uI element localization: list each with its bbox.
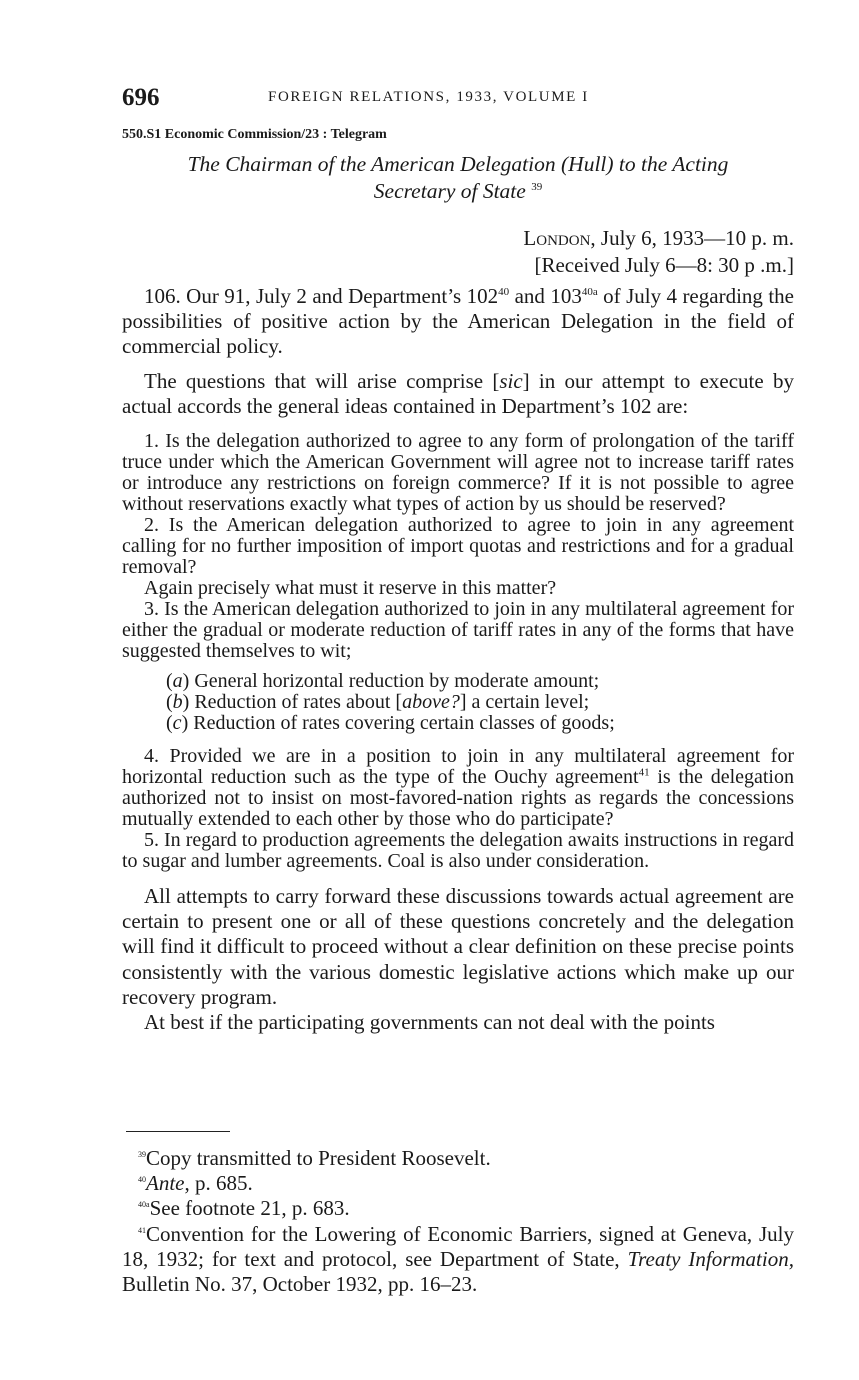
dateline-date: July 6, 1933—10 p. m. <box>600 226 794 250</box>
dateline-received: [Received July 6—8: 30 p .m.] <box>534 253 794 277</box>
footnote-divider <box>126 1131 230 1132</box>
page-header <box>122 84 794 114</box>
footnote-41: $^{41}$Convention for the Lowering of Economic Barriers, signed at Geneva, July 18, 1932; for text and protocol, see Department of State, Treaty Information, Bulletin No. 37, October 1932, pp. 16–23. <box>122 1221 794 1297</box>
footnote-39: $^{39}$Copy transmitted to President Roosevelt. <box>138 1146 491 1170</box>
question-1: 1. Is the delegation authorized to agree to any form of prolongation of the tariff truce under which the American Government will agree not to increase tariff rates or introduce any restrictions on foreign commerce? If it is not possible to agree without reservations exactly what types of action by us should be reserved? <box>122 430 794 516</box>
page-number: 696 <box>122 84 160 111</box>
question-2-reserve: Again precisely what must it reserve in this matter? <box>144 577 557 600</box>
dateline <box>523 225 794 279</box>
telegram-body <box>122 284 794 1035</box>
footnote-ref-40[interactable]: 40 <box>498 286 510 298</box>
footnotes <box>122 1146 794 1297</box>
question-2: 2. Is the American delegation authorized to agree to join in any agreement calling for no further imposition of import quotas and restrictions and for a gradual removal? <box>122 514 794 579</box>
document-title <box>122 151 794 205</box>
question-5: 5. In regard to production agreements the delegation awaits instructions in regard to sugar and lumber agreements. Coal is also under consideration. <box>122 829 794 873</box>
footnote-ref-40a[interactable]: 40a <box>581 286 598 298</box>
footnote-40a: $^{40a}$See footnote 21, p. 683. <box>138 1196 350 1221</box>
question-3-item-c: (c) Reduction of rates covering certain classes of goods; <box>166 712 615 735</box>
dateline-sent <box>523 225 794 252</box>
footnote-40: $^{40}$Ante, p. 685. <box>138 1171 253 1196</box>
dateline-place: London, <box>523 226 596 250</box>
question-3: 3. Is the American delegation authorized to join in any multilateral agreement for either the gradual or moderate reduction of tariff rates in any of the forms that have suggested themselves to wit; <box>122 598 794 663</box>
paragraph-3: All attempts to carry forward these discussions towards actual agreement are certain to present one or all of these questions concretely and the delegation will find it difficult to proceed without a clear definition on these precise points consistently with the various domestic legislative actions which make up our recovery program. <box>122 884 794 1009</box>
paragraph-1: 106. Our 91, July 2 and Department’s $102^{40}$ and $103^{40a}$ of July 4 regarding the possibilities of positive action by the American Delegation in the field of commercial policy. <box>122 284 794 359</box>
paragraph-2: The questions that will arise comprise [sic] in our attempt to execute by actual accords the general ideas contained in Department’s 102 are: <box>122 368 794 418</box>
paragraph-4: At best if the participating governments can not deal with the points <box>144 1010 715 1035</box>
running-title: FOREIGN RELATIONS, 1933, VOLUME I <box>268 89 589 105</box>
footnote-ref-41[interactable]: 41 <box>638 766 650 779</box>
file-number: 550.S1 Economic Commission/23 : Telegram <box>122 127 387 142</box>
question-3-item-a: (a) General horizontal reduction by moderate amount; <box>166 670 600 693</box>
title-line-2: Secretary of State $^{39}$ <box>373 179 543 203</box>
question-3-item-b: (b) Reduction of rates about [above?] a certain level; <box>166 691 590 714</box>
title-line-1: The Chairman of the American Delegation (Hull) to the Acting <box>187 152 729 176</box>
question-4: 4. Provided we are in a position to join in any multilateral agreement for horizontal reduction such as the type of the Ouchy agreement$^{41}$ is the delegation authorized not to insist on most-favored-nation rights as regards the concessions mutually extended to each other by those who do participate? <box>122 745 794 831</box>
footnote-ref-39[interactable]: 39 <box>531 180 543 193</box>
